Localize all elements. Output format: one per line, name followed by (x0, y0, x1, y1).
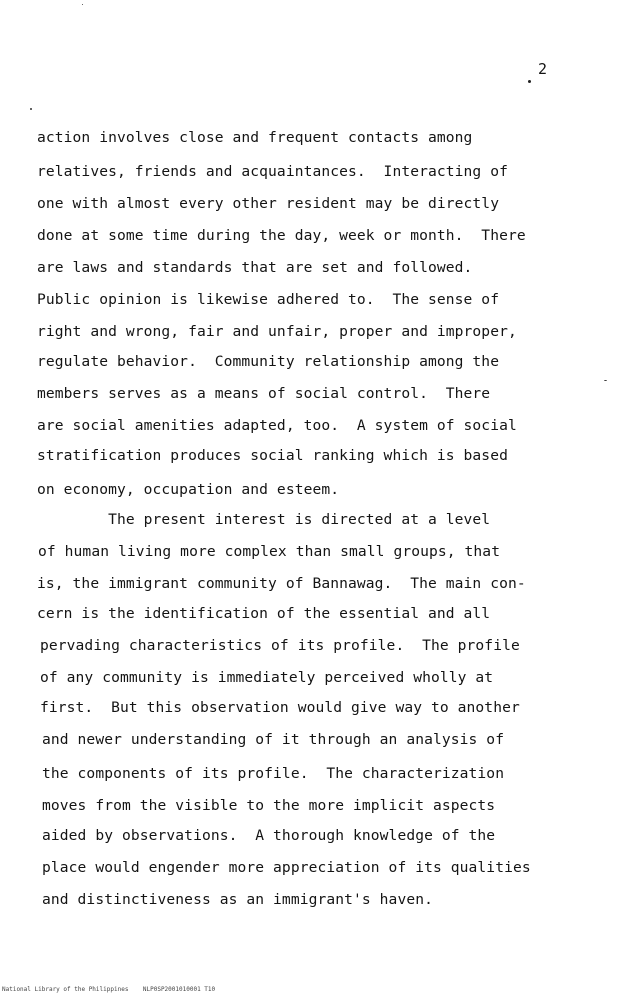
text-line: place would engender more appreciation of its qualities (42, 859, 531, 876)
text-line: is, the immigrant community of Bannawag. The main con- (37, 575, 526, 592)
text-line: and distinctiveness as an immigrant's haven. (42, 891, 433, 908)
text-line: on economy, occupation and esteem. (37, 481, 340, 498)
text-line: members serves as a means of social control. There (37, 385, 491, 402)
text-line: right and wrong, fair and unfair, proper and improper, (37, 323, 517, 340)
text-line: Public opinion is likewise adhered to. The sense of (37, 291, 500, 308)
scan-mark (528, 80, 531, 83)
text-line: are social amenities adapted, too. A system of social (37, 417, 517, 434)
text-line: first. But this observation would give way to another (40, 699, 520, 716)
text-line: done at some time during the day, week or month. There (37, 227, 526, 244)
text-line: of any community is immediately perceived wholly at (40, 669, 494, 686)
text-line: cern is the identification of the essential and all (37, 605, 491, 622)
text-line: action involves close and frequent contacts among (37, 129, 473, 146)
text-line: relatives, friends and acquaintances. Interacting of (37, 163, 508, 180)
text-line: and newer understanding of it through an analysis of (42, 731, 505, 748)
text-line: are laws and standards that are set and followed. (37, 259, 473, 276)
scan-speck (30, 108, 32, 110)
text-line: one with almost every other resident may be directly (37, 195, 500, 212)
scan-speck (604, 380, 607, 381)
page-number: 2 (538, 60, 548, 78)
text-line: regulate behavior. Community relationship among the (37, 353, 500, 370)
text-line: moves from the visible to the more implicit aspects (42, 797, 496, 814)
text-line: The present interest is directed at a level (37, 511, 491, 528)
text-line: of human living more complex than small groups, that (38, 543, 501, 560)
text-line: the components of its profile. The characterization (42, 765, 505, 782)
text-line: stratification produces social ranking which is based (37, 447, 508, 464)
text-line: pervading characteristics of its profile. The profile (40, 637, 520, 654)
text-line: aided by observations. A thorough knowledge of the (42, 827, 496, 844)
scan-speck (82, 4, 83, 5)
scan-footer: National Library of the Philippines NLP0SP2001010001 T10 (2, 986, 216, 993)
